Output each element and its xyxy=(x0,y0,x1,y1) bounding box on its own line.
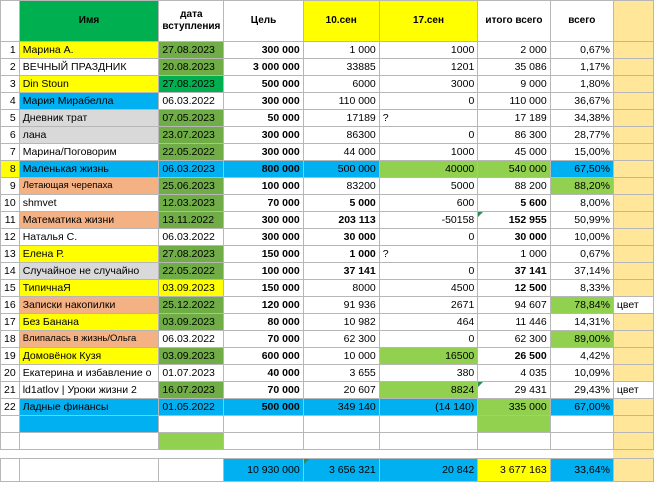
total-cell[interactable]: 35 086 xyxy=(478,59,550,76)
name-cell[interactable]: Дневник трат xyxy=(19,110,159,127)
date-cell[interactable]: 25.12.2022 xyxy=(159,297,224,314)
col1-cell[interactable]: 203 113 xyxy=(303,212,379,229)
blank-cell[interactable] xyxy=(159,416,224,433)
extra-cell[interactable] xyxy=(613,110,653,127)
col1-cell[interactable]: 91 936 xyxy=(303,297,379,314)
goal-cell[interactable]: 300 000 xyxy=(224,127,303,144)
table-row xyxy=(1,348,654,365)
col1-cell[interactable]: 17189 xyxy=(303,110,379,127)
goal-cell[interactable]: 100 000 xyxy=(224,263,303,280)
col1-cell[interactable]: 33885 xyxy=(303,59,379,76)
name-cell[interactable]: Математика жизни xyxy=(19,212,159,229)
pct-cell[interactable]: 28,77% xyxy=(550,127,613,144)
pct-cell[interactable]: 37,14% xyxy=(550,263,613,280)
extra-cell[interactable] xyxy=(613,331,653,348)
spacer-cell xyxy=(159,450,224,459)
total-cell[interactable]: 45 000 xyxy=(478,144,550,161)
extra-cell[interactable]: цвет xyxy=(613,297,653,314)
date-cell[interactable]: 06.03.2022 xyxy=(159,331,224,348)
spacer-cell xyxy=(550,450,613,459)
row-number: 1 xyxy=(1,42,20,59)
total-cell[interactable]: 9 000 xyxy=(478,76,550,93)
col2-cell[interactable]: 0 xyxy=(379,331,478,348)
col2-cell[interactable]: -50158 xyxy=(379,212,478,229)
col1-cell[interactable]: 44 000 xyxy=(303,144,379,161)
spacer-cell xyxy=(478,450,550,459)
spacer-row xyxy=(1,450,654,459)
col1-cell[interactable]: 5 000 xyxy=(303,195,379,212)
col2-cell[interactable]: 464 xyxy=(379,314,478,331)
extra-cell[interactable] xyxy=(613,263,653,280)
col1-cell[interactable]: 10 000 xyxy=(303,348,379,365)
table-row xyxy=(1,212,654,229)
table-row xyxy=(1,42,654,59)
blank-cell[interactable] xyxy=(478,433,550,450)
pct-cell[interactable]: 36,67% xyxy=(550,93,613,110)
blank-cell[interactable] xyxy=(613,433,653,450)
col1-cell[interactable]: 86300 xyxy=(303,127,379,144)
row-number: 2 xyxy=(1,59,20,76)
spacer-cell xyxy=(19,450,159,459)
row-number: 19 xyxy=(1,348,20,365)
col2-cell[interactable]: ? xyxy=(379,246,478,263)
table-row xyxy=(1,365,654,382)
extra-cell[interactable] xyxy=(613,59,653,76)
goal-cell[interactable]: 70 000 xyxy=(224,195,303,212)
blank-cell[interactable] xyxy=(478,416,550,433)
total-cell[interactable]: 1 000 xyxy=(478,246,550,263)
totals-blank[interactable] xyxy=(159,459,224,482)
row-number: 22 xyxy=(1,399,20,416)
extra-cell[interactable]: цвет xyxy=(613,382,653,399)
totals-extra[interactable] xyxy=(613,459,653,482)
col2-cell[interactable]: 3000 xyxy=(379,76,478,93)
extra-cell[interactable] xyxy=(613,195,653,212)
col2-cell[interactable]: 380 xyxy=(379,365,478,382)
goal-cell[interactable]: 80 000 xyxy=(224,314,303,331)
blank-cell[interactable] xyxy=(303,433,379,450)
name-cell[interactable]: Маленькая жизнь xyxy=(19,161,159,178)
table-row xyxy=(1,246,654,263)
col2-cell[interactable]: 0 xyxy=(379,229,478,246)
goal-cell[interactable]: 500 000 xyxy=(224,399,303,416)
table-row xyxy=(1,127,654,144)
goal-cell[interactable]: 300 000 xyxy=(224,144,303,161)
pct-cell[interactable]: 34,38% xyxy=(550,110,613,127)
pct-cell[interactable]: 0,67% xyxy=(550,42,613,59)
goal-cell[interactable]: 100 000 xyxy=(224,178,303,195)
pct-cell[interactable]: 1,17% xyxy=(550,59,613,76)
col2-cell[interactable]: 4500 xyxy=(379,280,478,297)
pct-cell[interactable]: 8,00% xyxy=(550,195,613,212)
extra-cell[interactable] xyxy=(613,246,653,263)
goal-cell[interactable]: 500 000 xyxy=(224,76,303,93)
date-cell[interactable]: 27.08.2023 xyxy=(159,42,224,59)
goal-cell[interactable]: 3 000 000 xyxy=(224,59,303,76)
col1-cell[interactable]: 6000 xyxy=(303,76,379,93)
blank-cell[interactable] xyxy=(379,433,478,450)
date-cell[interactable]: 12.03.2023 xyxy=(159,195,224,212)
table-row xyxy=(1,331,654,348)
col1-cell[interactable]: 1 000 xyxy=(303,246,379,263)
goal-cell[interactable]: 800 000 xyxy=(224,161,303,178)
name-cell[interactable]: Елена Р. xyxy=(19,246,159,263)
date-cell[interactable]: 01.07.2023 xyxy=(159,365,224,382)
spacer-cell xyxy=(303,450,379,459)
name-cell[interactable]: ВЕЧНЫЙ ПРАЗДНИК xyxy=(19,59,159,76)
pct-cell[interactable]: 10,00% xyxy=(550,229,613,246)
name-cell[interactable]: Влипалась в жизнь/Ольга xyxy=(19,331,159,348)
date-cell[interactable]: 07.05.2023 xyxy=(159,110,224,127)
row-number: 9 xyxy=(1,178,20,195)
header-extra[interactable] xyxy=(613,1,653,42)
date-cell[interactable]: 03.09.2023 xyxy=(159,348,224,365)
goal-cell[interactable]: 150 000 xyxy=(224,246,303,263)
col2-cell[interactable]: 2671 xyxy=(379,297,478,314)
col1-cell[interactable]: 20 607 xyxy=(303,382,379,399)
spacer-cell xyxy=(379,450,478,459)
spacer-cell xyxy=(613,450,653,459)
total-cell[interactable]: 88 200 xyxy=(478,178,550,195)
total-cell[interactable]: 37 141 xyxy=(478,263,550,280)
name-cell[interactable]: Ладные финансы xyxy=(19,399,159,416)
totals-blank[interactable] xyxy=(19,459,159,482)
name-cell[interactable]: Случайное не случайно xyxy=(19,263,159,280)
pct-cell[interactable]: 89,00% xyxy=(550,331,613,348)
extra-cell[interactable] xyxy=(613,76,653,93)
date-cell[interactable]: 22.05.2022 xyxy=(159,263,224,280)
header-name[interactable]: Имя xyxy=(19,1,159,42)
col1-cell[interactable]: 8000 xyxy=(303,280,379,297)
col1-cell[interactable]: 62 300 xyxy=(303,331,379,348)
col2-cell[interactable]: 1201 xyxy=(379,59,478,76)
date-cell[interactable]: 25.06.2023 xyxy=(159,178,224,195)
col1-cell[interactable]: 500 000 xyxy=(303,161,379,178)
blank-cell[interactable] xyxy=(19,433,159,450)
total-cell[interactable]: 335 000 xyxy=(478,399,550,416)
col2-cell[interactable]: 40000 xyxy=(379,161,478,178)
name-cell[interactable]: Наталья С. xyxy=(19,229,159,246)
goal-cell[interactable]: 600 000 xyxy=(224,348,303,365)
total-cell[interactable]: 110 000 xyxy=(478,93,550,110)
date-cell[interactable]: 13.11.2022 xyxy=(159,212,224,229)
goal-cell[interactable]: 70 000 xyxy=(224,331,303,348)
row-number: 12 xyxy=(1,229,20,246)
header-pct[interactable]: всего xyxy=(550,1,613,42)
blank-cell[interactable] xyxy=(613,416,653,433)
table-row xyxy=(1,399,654,416)
col2-cell[interactable]: (14 140) xyxy=(379,399,478,416)
date-cell[interactable]: 06.03.2022 xyxy=(159,93,224,110)
extra-cell[interactable] xyxy=(613,314,653,331)
pct-cell[interactable]: 78,84% xyxy=(550,297,613,314)
row-number: 4 xyxy=(1,93,20,110)
name-cell[interactable]: Домовёнок Кузя xyxy=(19,348,159,365)
pct-cell[interactable]: 4,42% xyxy=(550,348,613,365)
blank-row xyxy=(1,416,654,433)
pct-cell[interactable]: 15,00% xyxy=(550,144,613,161)
table-row xyxy=(1,59,654,76)
date-cell[interactable]: 01.05.2022 xyxy=(159,399,224,416)
goal-cell[interactable]: 50 000 xyxy=(224,110,303,127)
row-number: 16 xyxy=(1,297,20,314)
row-number: 17 xyxy=(1,314,20,331)
header-col2[interactable]: 17.сен xyxy=(379,1,478,42)
total-col1[interactable]: 3 656 321 xyxy=(303,459,379,482)
table-row xyxy=(1,93,654,110)
col2-cell[interactable]: 600 xyxy=(379,195,478,212)
date-cell[interactable]: 06.03.2023 xyxy=(159,161,224,178)
goal-cell[interactable]: 150 000 xyxy=(224,280,303,297)
row-number: 5 xyxy=(1,110,20,127)
extra-cell[interactable] xyxy=(613,161,653,178)
extra-cell[interactable] xyxy=(613,42,653,59)
extra-cell[interactable] xyxy=(613,93,653,110)
blank-row xyxy=(1,433,654,450)
date-cell[interactable]: 03.09.2023 xyxy=(159,280,224,297)
row-number: 20 xyxy=(1,365,20,382)
total-cell[interactable]: 30 000 xyxy=(478,229,550,246)
row-number: 13 xyxy=(1,246,20,263)
col2-cell[interactable]: 8824 xyxy=(379,382,478,399)
total-goal[interactable]: 10 930 000 xyxy=(224,459,303,482)
total-cell[interactable]: 152 955 xyxy=(478,212,550,229)
total-pct[interactable]: 33,64% xyxy=(550,459,613,482)
table-row xyxy=(1,110,654,127)
total-cell[interactable]: 540 000 xyxy=(478,161,550,178)
extra-cell[interactable] xyxy=(613,144,653,161)
total-cell[interactable]: 62 300 xyxy=(478,331,550,348)
col1-cell[interactable]: 37 141 xyxy=(303,263,379,280)
table-row xyxy=(1,297,654,314)
col1-cell[interactable]: 349 140 xyxy=(303,399,379,416)
goal-cell[interactable]: 120 000 xyxy=(224,297,303,314)
goal-cell[interactable]: 70 000 xyxy=(224,382,303,399)
col1-cell[interactable]: 10 982 xyxy=(303,314,379,331)
blank-cell[interactable] xyxy=(303,416,379,433)
total-cell[interactable]: 26 500 xyxy=(478,348,550,365)
header-goal[interactable]: Цель xyxy=(224,1,303,42)
total-cell[interactable]: 12 500 xyxy=(478,280,550,297)
table-row xyxy=(1,229,654,246)
name-cell[interactable]: Записки накопилки xyxy=(19,297,159,314)
header-col1[interactable]: 10.сен xyxy=(303,1,379,42)
col2-cell[interactable]: 0 xyxy=(379,127,478,144)
name-cell[interactable]: Марина А. xyxy=(19,42,159,59)
row-number: 11 xyxy=(1,212,20,229)
name-cell[interactable]: Din Stoun xyxy=(19,76,159,93)
row-number: 7 xyxy=(1,144,20,161)
table-row xyxy=(1,144,654,161)
total-cell[interactable]: 4 035 xyxy=(478,365,550,382)
row-number: 15 xyxy=(1,280,20,297)
blank-cell[interactable] xyxy=(19,416,159,433)
total-cell[interactable]: 17 189 xyxy=(478,110,550,127)
blank-cell[interactable] xyxy=(379,416,478,433)
pct-cell[interactable]: 8,33% xyxy=(550,280,613,297)
blank-cell[interactable] xyxy=(550,433,613,450)
col1-cell[interactable]: 110 000 xyxy=(303,93,379,110)
name-cell[interactable]: Марина/Поговорим xyxy=(19,144,159,161)
name-cell[interactable]: Мария Мирабелла xyxy=(19,93,159,110)
goal-cell[interactable]: 300 000 xyxy=(224,229,303,246)
total-sum[interactable]: 3 677 163 xyxy=(478,459,550,482)
extra-cell[interactable] xyxy=(613,399,653,416)
table-row xyxy=(1,178,654,195)
row-number: 21 xyxy=(1,382,20,399)
pct-cell[interactable]: 67,50% xyxy=(550,161,613,178)
spacer-cell xyxy=(1,450,20,459)
extra-cell[interactable] xyxy=(613,229,653,246)
col2-cell[interactable]: 5000 xyxy=(379,178,478,195)
table-row xyxy=(1,195,654,212)
total-col2[interactable]: 20 842 xyxy=(379,459,478,482)
name-cell[interactable]: ld1atlov | Уроки жизни 2 xyxy=(19,382,159,399)
blank-cell[interactable] xyxy=(224,433,303,450)
blank-cell[interactable] xyxy=(224,416,303,433)
pct-cell[interactable]: 88,20% xyxy=(550,178,613,195)
row-number xyxy=(1,433,20,450)
extra-cell[interactable] xyxy=(613,212,653,229)
col2-cell[interactable]: 0 xyxy=(379,93,478,110)
col1-cell[interactable]: 83200 xyxy=(303,178,379,195)
row-number: 10 xyxy=(1,195,20,212)
name-cell[interactable]: Без Банана xyxy=(19,314,159,331)
col2-cell[interactable]: 1000 xyxy=(379,42,478,59)
extra-cell[interactable] xyxy=(613,348,653,365)
goal-cell[interactable]: 40 000 xyxy=(224,365,303,382)
extra-cell[interactable] xyxy=(613,178,653,195)
name-cell[interactable]: лана xyxy=(19,127,159,144)
goal-cell[interactable]: 300 000 xyxy=(224,212,303,229)
corner-cell xyxy=(1,1,20,42)
total-cell[interactable]: 5 600 xyxy=(478,195,550,212)
extra-cell[interactable] xyxy=(613,127,653,144)
name-cell[interactable]: Летающая черепаха xyxy=(19,178,159,195)
row-number: 3 xyxy=(1,76,20,93)
date-cell[interactable]: 03.09.2023 xyxy=(159,314,224,331)
row-number: 6 xyxy=(1,127,20,144)
row-number xyxy=(1,416,20,433)
name-cell[interactable]: ТипичнаЯ xyxy=(19,280,159,297)
name-cell[interactable]: Екатерина и избавление о xyxy=(19,365,159,382)
table-row xyxy=(1,382,654,399)
col2-cell[interactable]: ? xyxy=(379,110,478,127)
table-row xyxy=(1,76,654,93)
extra-cell[interactable] xyxy=(613,280,653,297)
col1-cell[interactable]: 3 655 xyxy=(303,365,379,382)
blank-cell[interactable] xyxy=(159,433,224,450)
goal-cell[interactable]: 300 000 xyxy=(224,42,303,59)
table-row xyxy=(1,314,654,331)
row-number: 8 xyxy=(1,161,20,178)
blank-cell[interactable] xyxy=(550,416,613,433)
spacer-cell xyxy=(224,450,303,459)
date-cell[interactable]: 27.08.2023 xyxy=(159,246,224,263)
table-row xyxy=(1,280,654,297)
name-cell[interactable]: shmvet xyxy=(19,195,159,212)
total-cell[interactable]: 29 431 xyxy=(478,382,550,399)
col2-cell[interactable]: 0 xyxy=(379,263,478,280)
date-cell[interactable]: 06.03.2022 xyxy=(159,229,224,246)
pct-cell[interactable]: 14,31% xyxy=(550,314,613,331)
col2-cell[interactable]: 16500 xyxy=(379,348,478,365)
total-cell[interactable]: 2 000 xyxy=(478,42,550,59)
date-cell[interactable]: 16.07.2023 xyxy=(159,382,224,399)
pct-cell[interactable]: 1,80% xyxy=(550,76,613,93)
totals-row xyxy=(1,459,654,482)
date-cell[interactable]: 23.07.2023 xyxy=(159,127,224,144)
col1-cell[interactable]: 30 000 xyxy=(303,229,379,246)
goal-cell[interactable]: 300 000 xyxy=(224,93,303,110)
col1-cell[interactable]: 1 000 xyxy=(303,42,379,59)
total-cell[interactable]: 94 607 xyxy=(478,297,550,314)
row-number: 18 xyxy=(1,331,20,348)
pct-cell[interactable]: 67,00% xyxy=(550,399,613,416)
pct-cell[interactable]: 10,09% xyxy=(550,365,613,382)
date-cell[interactable]: 27.08.2023 xyxy=(159,76,224,93)
table-row xyxy=(1,161,654,178)
row-number xyxy=(1,459,20,482)
total-cell[interactable]: 11 446 xyxy=(478,314,550,331)
date-cell[interactable]: 22.05.2022 xyxy=(159,144,224,161)
header-row xyxy=(1,1,654,42)
pct-cell[interactable]: 0,67% xyxy=(550,246,613,263)
pct-cell[interactable]: 29,43% xyxy=(550,382,613,399)
table-row xyxy=(1,263,654,280)
pct-cell[interactable]: 50,99% xyxy=(550,212,613,229)
header-total[interactable]: итого всего xyxy=(478,1,550,42)
row-number: 14 xyxy=(1,263,20,280)
header-date[interactable]: дата вступления xyxy=(159,1,224,42)
date-cell[interactable]: 20.08.2023 xyxy=(159,59,224,76)
extra-cell[interactable] xyxy=(613,365,653,382)
total-cell[interactable]: 86 300 xyxy=(478,127,550,144)
col2-cell[interactable]: 1000 xyxy=(379,144,478,161)
